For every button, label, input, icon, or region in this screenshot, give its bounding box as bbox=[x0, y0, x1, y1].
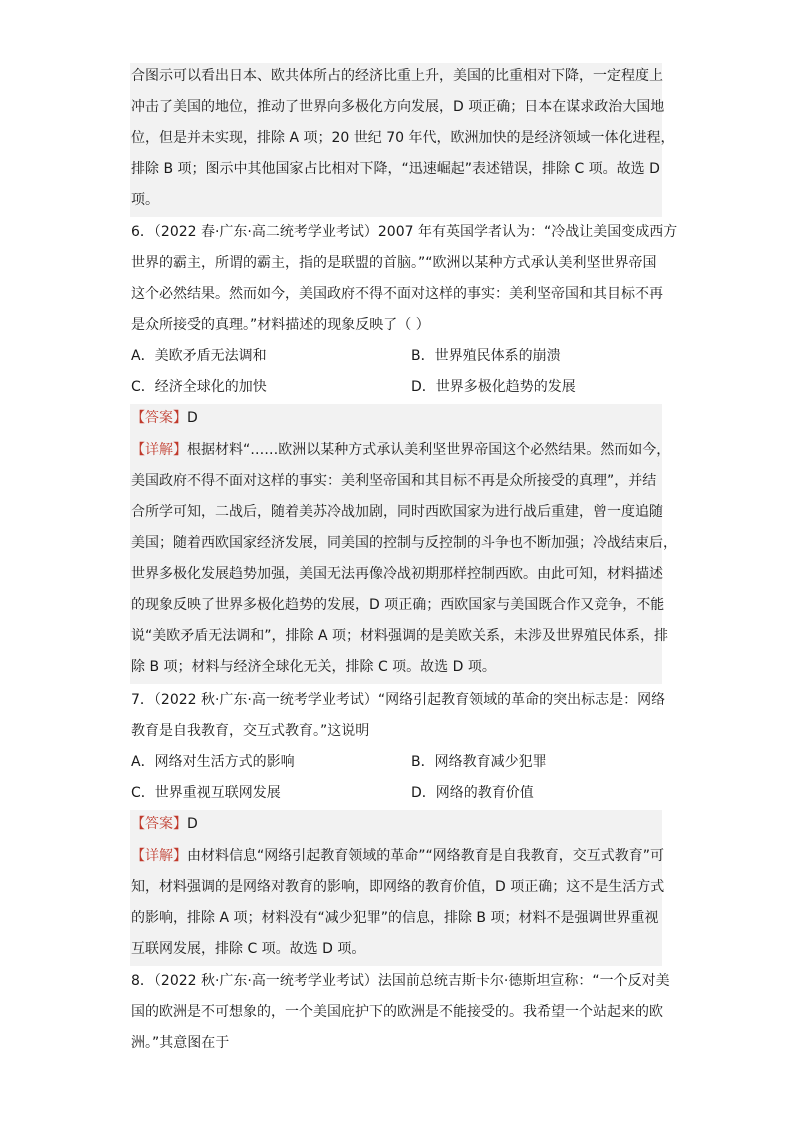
question-8-stem: 洲。”其意图在于 bbox=[131, 1035, 230, 1051]
question-6-detail: 美国；随着西欧国家经济发展，同美国的控制与反控制的斗争也不断加强；冷战结束后， bbox=[131, 535, 677, 551]
question-7-detail: 的影响，排除 A 项；材料没有“减少犯罪”的信息，排除 B 项；材料不是强调世界重视 bbox=[131, 910, 659, 926]
detail-text: 由材料信息“网络引起教育领域的革命”“网络教育是自我教育，交互式教育”可 bbox=[187, 848, 665, 864]
question-6-stem: 6．（2022 春·广东·高二统考学业考试）2007 年有英国学者认为：“冷战让美国变成西方 bbox=[131, 224, 678, 240]
question-6-detail: 世界多极化发展趋势加强，美国无法再像冷战初期那样控制西欧。由此可知，材料描述 bbox=[131, 566, 663, 582]
question-6-option-a: A．美欧矛盾无法调和 bbox=[131, 348, 267, 364]
question-6-stem: 这个必然结果。然而如今，美国政府不得不面对这样的事实：美利坚帝国和其目标不再 bbox=[131, 286, 663, 302]
question-7-detail bbox=[131, 846, 671, 866]
question-7-option-b: B．网络教育减少犯罪 bbox=[411, 754, 547, 770]
intro-line: 合图示可以看出日本、欧共体所占的经济比重上升，美国的比重相对下降，一定程度上 bbox=[131, 68, 663, 84]
question-7-detail: 知，材料强调的是网络对教育的影响，即网络的教育价值，D 项正确；这不是生活方式 bbox=[131, 879, 665, 895]
answer-value: D bbox=[187, 816, 198, 832]
detail-text: 根据材料“……欧洲以某种方式承认美利坚世界帝国这个必然结果。然而如今， bbox=[187, 442, 671, 458]
intro-line: 排除 B 项；图示中其他国家占比相对下降，“迅速崛起”表述错误，排除 C 项。故选 D bbox=[131, 161, 660, 177]
question-7-answer bbox=[131, 814, 671, 834]
detail-tag: 【详解】 bbox=[131, 848, 187, 864]
question-7-stem: 7．（2022 秋·广东·高一统考学业考试）“网络引起教育领域的革命的突出标志是：网络 bbox=[131, 692, 666, 708]
question-7-option-d: D．网络的教育价值 bbox=[411, 785, 534, 801]
question-8-stem: 8．（2022 秋·广东·高一统考学业考试）法国前总统吉斯卡尔·德斯坦宣称：“一个反对美 bbox=[131, 973, 670, 989]
question-6-option-b: B．世界殖民体系的崩溃 bbox=[411, 348, 561, 364]
question-7-detail: 互联网发展，排除 C 项。故选 D 项。 bbox=[131, 941, 366, 957]
question-6-detail: 的现象反映了世界多极化趋势的发展，D 项正确；西欧国家与美国既合作又竞争，不能 bbox=[131, 597, 665, 613]
question-6-stem: 是众所接受的真理。”材料描述的现象反映了（ ） bbox=[131, 317, 430, 333]
answer-tag: 【答案】 bbox=[131, 816, 187, 832]
intro-line: 位，但是并未实现，排除 A 项；20 世纪 70 年代，欧洲加快的是经济领域一体化进程， bbox=[131, 130, 675, 146]
question-6-detail: 说“美欧矛盾无法调和”，排除 A 项；材料强调的是美欧关系，未涉及世界殖民体系，排 bbox=[131, 628, 668, 644]
question-6-option-c: C．经济全球化的加快 bbox=[131, 379, 267, 395]
question-7-option-a: A．网络对生活方式的影响 bbox=[131, 754, 295, 770]
question-6-detail: 美国政府不得不面对这样的事实：美利坚帝国和其目标不再是众所接受的真理”，并结 bbox=[131, 473, 657, 489]
answer-value: D bbox=[187, 410, 198, 426]
question-6-option-d: D．世界多极化趋势的发展 bbox=[411, 379, 576, 395]
question-7-stem: 教育是自我教育，交互式教育。”这说明 bbox=[131, 723, 370, 739]
detail-tag: 【详解】 bbox=[131, 442, 187, 458]
question-7-option-c: C．世界重视互联网发展 bbox=[131, 785, 281, 801]
intro-line: 冲击了美国的地位，推动了世界向多极化方向发展，D 项正确；日本在谋求政治大国地 bbox=[131, 99, 665, 115]
question-6-detail: 除 B 项；材料与经济全球化无关，排除 C 项。故选 D 项。 bbox=[131, 659, 496, 675]
question-6-detail: 合所学可知，二战后，随着美苏冷战加剧，同时西欧国家为进行战后重建，曾一度追随 bbox=[131, 504, 663, 520]
question-6-detail bbox=[131, 440, 671, 460]
question-6-stem: 世界的霸主，所谓的霸主，指的是联盟的首脑。”“欧洲以某种方式承认美利坚世界帝国 bbox=[131, 255, 657, 271]
intro-line: 项。 bbox=[131, 192, 159, 208]
question-8-stem: 国的欧洲是不可想象的，一个美国庇护下的欧洲是不能接受的。我希望一个站起来的欧 bbox=[131, 1004, 663, 1020]
question-6-answer bbox=[131, 408, 671, 428]
answer-tag: 【答案】 bbox=[131, 410, 187, 426]
